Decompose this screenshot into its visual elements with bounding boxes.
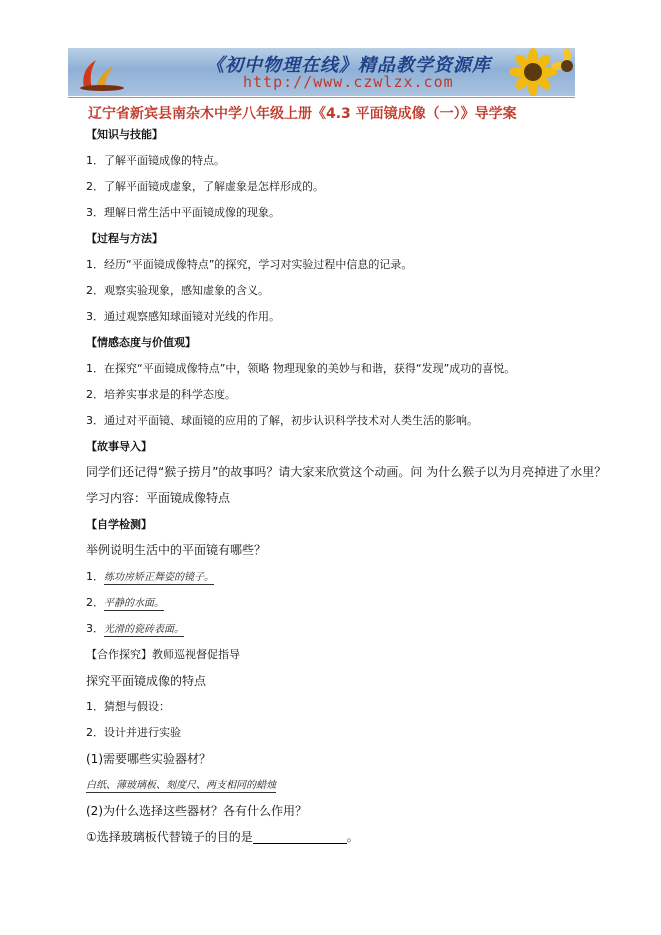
header-banner	[68, 48, 575, 96]
body-line: 探究平面镜成像的特点	[86, 674, 207, 688]
handwritten-answer: 练功房矫正舞姿的镜子。	[104, 572, 214, 583]
answer-blank[interactable]	[253, 832, 347, 844]
body-line: 同学们还记得“猴子捞月”的故事吗？请大家来欣赏这个动画。问 为什么猴子以为月亮掉进了水里？	[86, 465, 607, 479]
body-line: 举例说明生活中的平面镜有哪些？	[86, 543, 267, 557]
logo-icon	[74, 52, 130, 92]
section-heading: 【自学检测】	[86, 518, 152, 531]
body-line: 2．了解平面镜成虚象，了解虚象是怎样形成的。	[86, 180, 324, 193]
body-line: 3．理解日常生活中平面镜成像的现象。	[86, 206, 280, 219]
body-line: 1．猜想与假设：	[86, 700, 170, 713]
section-heading: 【合作探究】教师巡视督促指导	[86, 648, 240, 661]
answer-number: 1．	[86, 570, 104, 583]
section-heading: 【故事导入】	[86, 440, 152, 453]
answer-item	[86, 570, 214, 585]
question-text: ①选择玻璃板代替镜子的目的是	[86, 830, 253, 844]
body-line: 1．在探究“平面镜成像特点”中，领略 物理现象的美妙与和谐，获得“发现”成功的喜悦。	[86, 362, 516, 375]
document-title: 辽宁省新宾县南杂木中学八年级上册《4.3 平面镜成像（一）》导学案	[88, 106, 517, 122]
body-line: 2．培养实事求是的科学态度。	[86, 388, 236, 401]
answer-number: 3．	[86, 622, 104, 635]
answer-item	[86, 622, 184, 637]
body-line: 2．设计并进行实验	[86, 726, 181, 739]
body-line: 学习内容：平面镜成像特点	[86, 491, 231, 505]
banner-url: http://www.czwlzx.com	[243, 73, 454, 91]
body-line: (1)需要哪些实验器材？	[86, 752, 211, 766]
body-line: (2)为什么选择这些器材？各有什么作用？	[86, 804, 307, 818]
banner-title: 《初中物理在线》精品教学资源库	[206, 55, 491, 76]
sunflower-icon	[455, 48, 575, 96]
body-line: 1．经历“平面镜成像特点”的探究，学习对实验过程中信息的记录。	[86, 258, 413, 271]
answer-number: 2．	[86, 596, 104, 609]
section-heading: 【过程与方法】	[86, 232, 163, 245]
handwritten-answer: 光滑的瓷砖表面。	[104, 624, 184, 635]
materials-answer	[86, 778, 276, 793]
header-rule	[68, 97, 575, 98]
handwritten-answer: 平静的水面。	[104, 598, 164, 609]
body-line: 1．了解平面镜成像的特点。	[86, 154, 225, 167]
section-heading: 【知识与技能】	[86, 128, 163, 141]
body-line: 3．通过对平面镜、球面镜的应用的了解，初步认识科学技术对人类生活的影响。	[86, 414, 478, 427]
answer-item	[86, 596, 164, 611]
section-heading: 【情感态度与价值观】	[86, 336, 196, 349]
body-line: 3．通过观察感知球面镜对光线的作用。	[86, 310, 280, 323]
fill-blank-question	[86, 830, 359, 844]
question-suffix: 。	[346, 830, 359, 844]
handwritten-answer: 白纸、薄玻璃板、刻度尺、两支相同的蜡烛	[86, 780, 276, 791]
body-line: 2．观察实验现象，感知虚象的含义。	[86, 284, 269, 297]
